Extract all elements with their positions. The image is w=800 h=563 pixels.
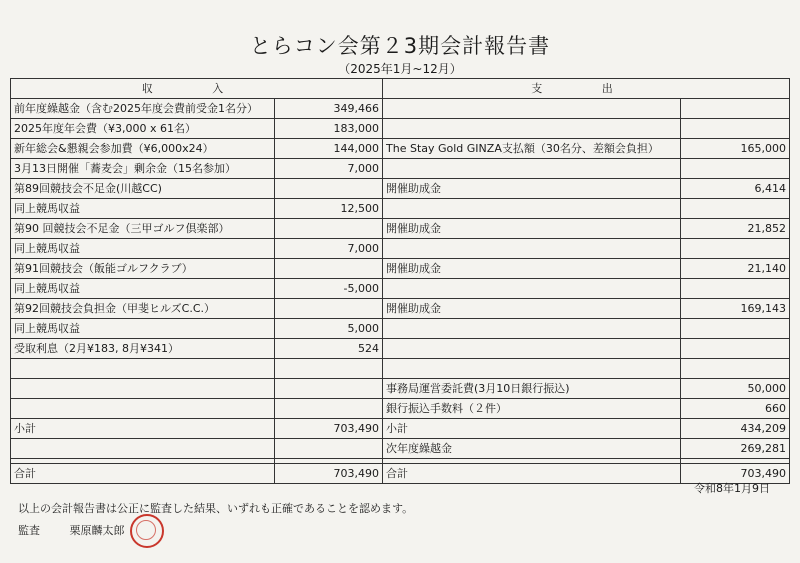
table-row <box>11 139 790 159</box>
expense-amount <box>681 199 790 219</box>
expense-amount <box>681 359 790 379</box>
table-row <box>11 119 790 139</box>
expense-item-label: 事務局運営委託費(3月10日銀行振込) <box>383 379 681 399</box>
accounting-table <box>10 78 790 484</box>
report-date: 令和8年1月9日 <box>694 482 770 495</box>
totals-row <box>11 464 790 484</box>
income-item-label: 第89回競技会不足金(川越CC) <box>11 179 275 199</box>
auditor-name: 栗原麟太郎 <box>69 524 125 537</box>
expense-item-label: 開催助成金 <box>383 219 681 239</box>
expense-item-label <box>383 119 681 139</box>
income-amount: 5,000 <box>275 319 383 339</box>
income-item-label <box>11 439 275 459</box>
expense-amount: 165,000 <box>681 139 790 159</box>
income-item-label: 2025年度年会費（¥3,000 x 61名） <box>11 119 275 139</box>
expense-amount: 6,414 <box>681 179 790 199</box>
table-row <box>11 399 790 419</box>
table-row <box>11 299 790 319</box>
income-header: 収 入 <box>11 79 383 99</box>
table-row <box>11 419 790 439</box>
table-row <box>11 199 790 219</box>
income-item-label: 新年総会&懇親会参加費（¥6,000x24） <box>11 139 275 159</box>
expense-header: 支 出 <box>383 79 790 99</box>
income-item-label: 3月13日開催「蕎麦会」剰余金（15名参加） <box>11 159 275 179</box>
income-amount <box>275 219 383 239</box>
expense-item-label: 小計 <box>383 419 681 439</box>
expense-item-label <box>383 199 681 219</box>
expense-item-label: 銀行振込手数料（２件） <box>383 399 681 419</box>
income-amount <box>275 379 383 399</box>
expense-amount <box>681 279 790 299</box>
period-subtitle: （2025年1月~12月） <box>338 62 462 76</box>
seal-inner-ring <box>136 520 156 540</box>
income-item-label: 第92回競技会負担金（甲斐ヒルズC.C.） <box>11 299 275 319</box>
expense-amount <box>681 239 790 259</box>
income-amount <box>275 359 383 379</box>
expense-total-label: 合計 <box>383 464 681 484</box>
expense-amount: 660 <box>681 399 790 419</box>
income-item-label: 小計 <box>11 419 275 439</box>
income-amount: 7,000 <box>275 159 383 179</box>
income-amount: 144,000 <box>275 139 383 159</box>
income-amount <box>275 399 383 419</box>
income-amount: 524 <box>275 339 383 359</box>
expense-item-label: 開催助成金 <box>383 179 681 199</box>
table-row <box>11 319 790 339</box>
income-total-amount: 703,490 <box>275 464 383 484</box>
income-amount: 12,500 <box>275 199 383 219</box>
expense-amount: 21,140 <box>681 259 790 279</box>
income-item-label: 同上競馬収益 <box>11 319 275 339</box>
income-item-label: 受取利息（2月¥183, 8月¥341） <box>11 339 275 359</box>
expense-item-label <box>383 339 681 359</box>
page-title: とらコン会第２3期会計報告書 <box>249 34 551 58</box>
income-total-label: 合計 <box>11 464 275 484</box>
expense-amount <box>681 99 790 119</box>
table-row <box>11 359 790 379</box>
income-amount: 703,490 <box>275 419 383 439</box>
table-row <box>11 439 790 459</box>
expense-item-label <box>383 239 681 259</box>
income-amount: 7,000 <box>275 239 383 259</box>
table-row <box>11 99 790 119</box>
income-item-label: 前年度繰越金（含む2025年度会費前受金1名分） <box>11 99 275 119</box>
table-row <box>11 279 790 299</box>
income-amount <box>275 439 383 459</box>
income-item-label: 第90 回競技会不足金（三甲ゴルフ倶楽部） <box>11 219 275 239</box>
audit-statement: 以上の会計報告書は公正に監査した結果、いずれも正確であることを認めます。 <box>18 502 414 515</box>
expense-amount: 434,209 <box>681 419 790 439</box>
income-amount <box>275 299 383 319</box>
table-row <box>11 379 790 399</box>
table-row <box>11 219 790 239</box>
income-amount: 349,466 <box>275 99 383 119</box>
table-row <box>11 159 790 179</box>
income-item-label: 同上競馬収益 <box>11 239 275 259</box>
income-item-label <box>11 399 275 419</box>
expense-item-label: 開催助成金 <box>383 299 681 319</box>
expense-total-amount: 703,490 <box>681 464 790 484</box>
income-amount: 183,000 <box>275 119 383 139</box>
table-row <box>11 239 790 259</box>
expense-amount: 169,143 <box>681 299 790 319</box>
header-row <box>11 79 790 99</box>
expense-item-label: 次年度繰越金 <box>383 439 681 459</box>
income-amount <box>275 179 383 199</box>
seal-stamp <box>130 514 164 548</box>
expense-item-label <box>383 359 681 379</box>
expense-item-label <box>383 279 681 299</box>
income-item-label: 第91回競技会（飯能ゴルフクラブ） <box>11 259 275 279</box>
income-amount: -5,000 <box>275 279 383 299</box>
expense-item-label: The Stay Gold GINZA支払額（30名分、差額会負担） <box>383 139 681 159</box>
expense-item-label <box>383 159 681 179</box>
expense-item-label <box>383 99 681 119</box>
income-item-label <box>11 379 275 399</box>
auditor-line <box>18 522 125 538</box>
table-row <box>11 339 790 359</box>
auditor-role: 監査 <box>18 524 40 537</box>
income-item-label: 同上競馬収益 <box>11 279 275 299</box>
expense-amount <box>681 159 790 179</box>
expense-amount <box>681 339 790 359</box>
income-amount <box>275 259 383 279</box>
income-item-label: 同上競馬収益 <box>11 199 275 219</box>
expense-item-label: 開催助成金 <box>383 259 681 279</box>
table-row <box>11 179 790 199</box>
expense-amount: 269,281 <box>681 439 790 459</box>
expense-amount <box>681 319 790 339</box>
table-row <box>11 259 790 279</box>
expense-amount: 50,000 <box>681 379 790 399</box>
income-item-label <box>11 359 275 379</box>
expense-amount <box>681 119 790 139</box>
expense-item-label <box>383 319 681 339</box>
expense-amount: 21,852 <box>681 219 790 239</box>
